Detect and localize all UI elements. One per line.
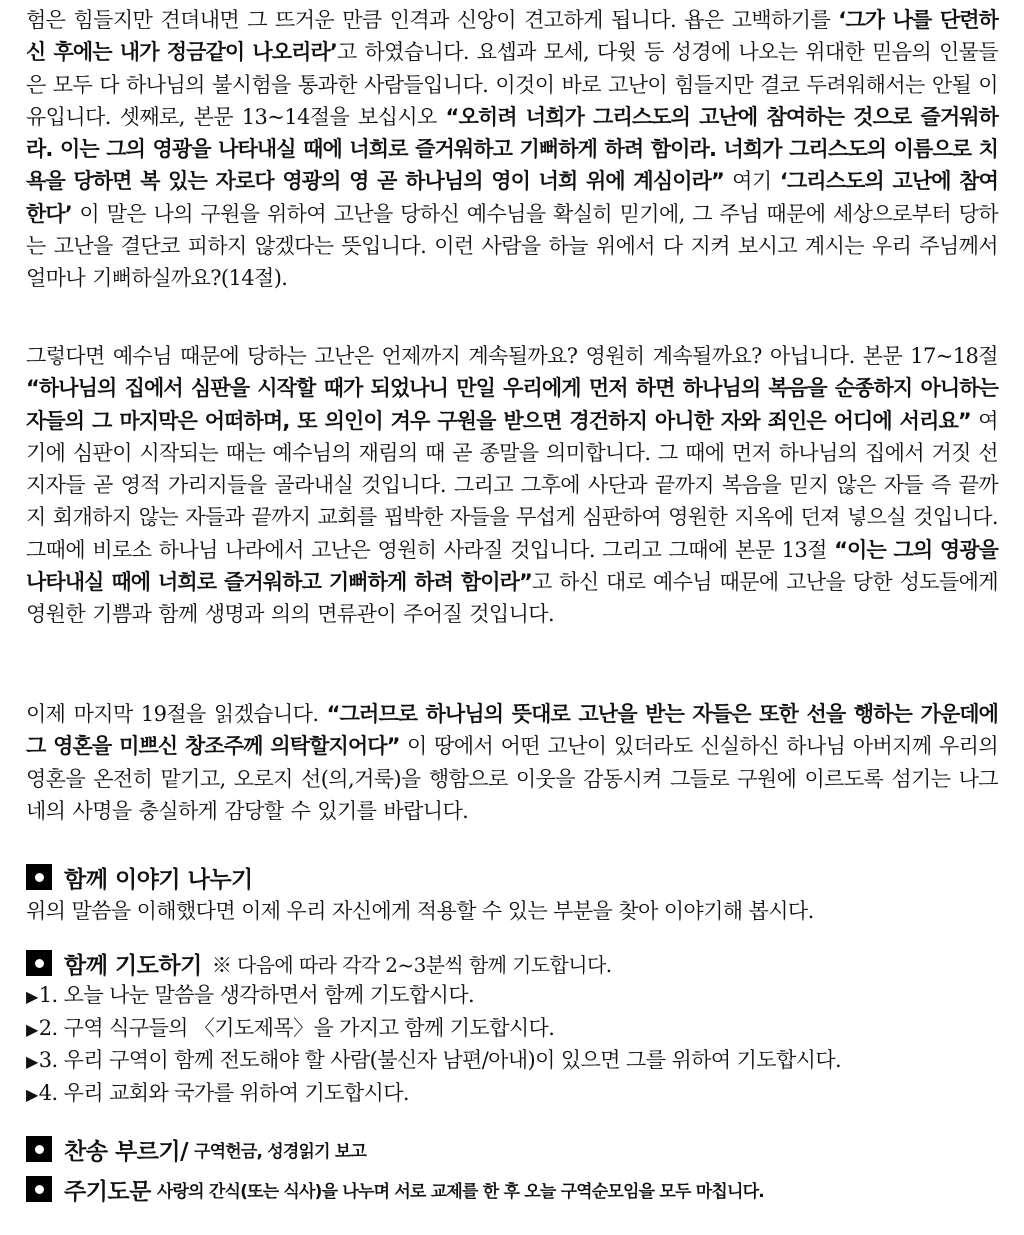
prayer-item: ▶1. 오늘 나눈 말씀을 생각하면서 함께 기도합시다. xyxy=(26,983,475,1007)
section-note: ※ 다음에 따라 각각 2~3분씩 함께 기도합니다. xyxy=(211,952,612,977)
triangle-bullet-icon: ▶ xyxy=(26,1052,38,1071)
section-bullet-icon xyxy=(26,864,52,890)
paragraph-suffering-refines-faith xyxy=(26,4,998,295)
section-title: 함께 기도하기 xyxy=(64,952,202,979)
triangle-bullet-icon: ▶ xyxy=(26,987,38,1006)
section-bullet-icon xyxy=(26,1136,52,1162)
body-text: 여기 xyxy=(723,169,780,194)
section-note: 사랑의 간식(또는 식사)을 나누며 서로 교제를 한 후 오늘 구역순모임을 모두 마칩니다. xyxy=(156,1181,764,1202)
prayer-item: ▶2. 구역 식구들의 〈기도제목〉을 가지고 함께 기도합시다. xyxy=(26,1015,555,1040)
body-text: 이 말은 나의 구원을 위하여 고난을 당하신 예수님을 확실히 믿기에, 그 주님 때문에 세상으로부터 당하는 고난을 결단코 피하지 않겠다는 뜻입니다. 이런 사람을 하늘 위에서 다 지켜 보시고 계시는 우리 주님께서 얼마나 기뻐하실까요?(14절). xyxy=(26,201,998,291)
paragraph-verse-19 xyxy=(26,698,998,827)
section-hymn xyxy=(26,1132,998,1166)
triangle-bullet-icon: ▶ xyxy=(26,1019,38,1039)
body-text: 여기에 심판이 시작되는 때는 예수님의 재림의 때 곧 종말을 의미합니다. 그 때에 먼저 하나님의 집에서 거짓 선지자들 곧 영적 가리지들을 골라내실 것입니다. 그리고 그후에 사단과 끝까지 복음을 믿지 않은 자들 즉 끝까지 회개하지 않는 자들과 끝까지 교회를 핍박한 자들을 무섭게 심판하여 영원한 지옥에 던져 넣으실 것입니다. 그때에 비로소 하나님 나라에서 고난은 영원히 사라질 것입니다. 그리고 그때에 본문 13절 xyxy=(26,408,998,562)
section-title: 함께 이야기 나누기 xyxy=(64,866,253,893)
scripture-quote: “하나님의 집에서 심판을 시작할 때가 되었나니 만일 우리에게 먼저 하면 하나님의 복음을 순종하지 아니하는 자들의 그 마지막은 어떠하며, 또 의인이 겨우 구원을 받으면 경건하지 아니한 자와 죄인은 어디에 서리요” xyxy=(26,376,998,433)
section-bullet-icon xyxy=(26,1176,52,1202)
section-bullet-icon xyxy=(26,950,52,976)
body-text: 고 하신 대로 예수님 때문에 고난을 당한 성도들에게 영원한 기쁨과 함께 생명과 의의 면류관이 주어질 것입니다. xyxy=(26,570,998,627)
section-description: 위의 말씀을 이해했다면 이제 우리 자신에게 적용할 수 있는 부분을 찾아 이야기해 봅시다. xyxy=(26,899,814,923)
section-title: 찬송 부르기/ xyxy=(64,1138,188,1165)
body-text: 이제 마지막 19절을 읽겠습니다. xyxy=(26,702,327,726)
section-note: 구역헌금, 성경읽기 보고 xyxy=(194,1141,367,1162)
scripture-quote: “그러므로 하나님의 뜻대로 고난을 받는 자들은 또한 선을 행하는 가운데에 그 영혼을 미쁘신 창조주께 의탁할지어다” xyxy=(26,702,998,759)
scripture-quote: “이는 그의 영광을 나타내실 때에 너희로 즐거워하고 기뻐하게 하려 함이라” xyxy=(26,537,998,595)
prayer-item: ▶4. 우리 교회와 국가를 위하여 기도합시다. xyxy=(26,1080,409,1105)
scripture-quote: “오히려 너희가 그리스도의 고난에 참여하는 것으로 즐거워하라. 이는 그의 영광을 나타내실 때에 너희로 즐거워하고 기뻐하게 하려 함이라. 너희가 그리스도의 이름으로 치욕을 당하면 복 있는 자로다 영광의 영 곧 하나님의 영이 너희 위에 계심이라” xyxy=(26,104,998,194)
section-pray xyxy=(26,946,998,1110)
prayer-list xyxy=(26,980,998,1110)
scripture-quote: ‘그가 나를 단련하신 후에는 내가 정금같이 나오리라’ xyxy=(26,8,998,65)
body-text: 이 땅에서 어떤 고난이 있더라도 신실하신 하나님 아버지께 우리의 영혼을 온전히 맡기고, 오로지 선(의,거룩)을 행함으로 이웃을 감동시켜 그들로 구원에 이르도록 섬기는 나그네의 사명을 충실하게 감당할 수 있기를 바랍니다. xyxy=(26,734,999,823)
section-lords-prayer xyxy=(26,1172,998,1206)
body-text: 험은 힘들지만 견뎌내면 그 뜨거운 만큼 인격과 신앙이 견고하게 됩니다. 욥은 고백하기를 xyxy=(26,8,839,32)
section-title: 주기도문 xyxy=(64,1178,151,1205)
body-text: 그렇다면 예수님 때문에 당하는 고난은 언제까지 계속될까요? 영원히 계속될까요? 아닙니다. 본문 17~18절 xyxy=(26,344,998,368)
paragraph-judgment-begins xyxy=(26,340,998,631)
prayer-item: ▶3. 우리 구역이 함께 전도해야 할 사람(불신자 남편/아내)이 있으면 그를 위하여 기도합시다. xyxy=(26,1048,842,1072)
triangle-bullet-icon: ▶ xyxy=(26,1084,38,1104)
body-text: 고 하였습니다. 요셉과 모세, 다윗 등 성경에 나오는 위대한 믿음의 인물들은 모두 다 하나님의 불시험을 통과한 사람들입니다. 이것이 바로 고난이 힘들지만 결코 두려워해서는 안될 이유입니다. 셋째로, 본문 13~14절을 보십시오 xyxy=(26,40,999,129)
section-share xyxy=(26,860,998,927)
scripture-quote: ‘그리스도의 고난에 참여한다’ xyxy=(26,169,998,226)
